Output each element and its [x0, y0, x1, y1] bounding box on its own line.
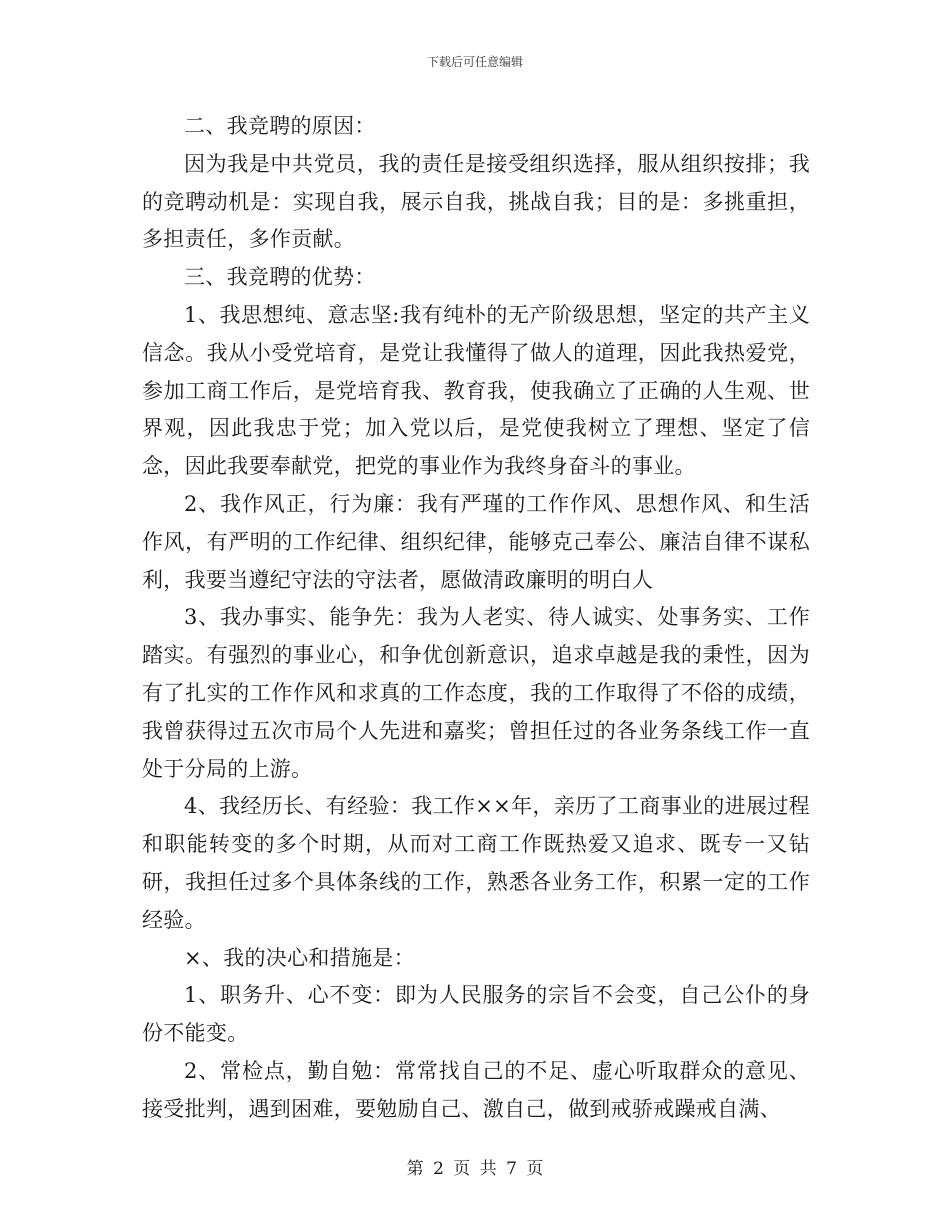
paragraph-advantage-3: 3、我办事实、能争先：我为人老实、待人诚实、处事务实、工作踏实。有强烈的事业心，和争优创新意识，追求卓越是我的秉性，因为有了扎实的工作作风和求真的工作态度，我的工作取得了不俗的成绩，我曾获得过五次市局个人先进和嘉奖；曾担任过的各业务条线工作一直处于分局的上游。: [142, 605, 810, 781]
page-number: 第 2 页 共 7 页: [406, 1159, 544, 1179]
paragraph-reasons: 因为我是中共党员，我的责任是接受组织选择，服从组织按排；我的竞聘动机是：实现自我，展示自我，挑战自我；目的是：多挑重担，多担责任，多作贡献。: [142, 151, 810, 252]
paragraph-advantage-1: 1、我思想纯、意志坚:我有纯朴的无产阶级思想，坚定的共产主义信念。我从小受党培育，是党让我懂得了做人的道理，因此我热爱党，参加工商工作后，是党培育我、教育我，使我确立了正确的人生观、世界观，因此我忠于党；加入党以后，是党使我树立了理想、坚定了信念，因此我要奉献党，把党的事业作为我终身奋斗的事业。: [142, 302, 810, 479]
paragraph-advantage-2: 2、我作风正，行为廉：我有严瑾的工作作风、思想作风、和生活作风，有严明的工作纪律、组织纪律，能够克己奉公、廉洁自律不谋私利，我要当遵纪守法的守法者，愿做清政廉明的明白人: [142, 491, 810, 592]
paragraph-measure-2: 2、常检点，勤自勉：常常找自己的不足、虚心听取群众的意见、接受批判，遇到困难，要勉励自己、激自己，做到戒骄戒躁戒自满、: [142, 1058, 810, 1121]
page-header: 下载后可任意编辑: [426, 55, 523, 69]
section-heading-reasons: 二、我竞聘的原因：: [184, 114, 376, 138]
section-heading-measures: ×、我的决心和措施是：: [184, 945, 415, 970]
paragraph-advantage-4: 4、我经历长、有经验：我工作××年，亲历了工商事业的进展过程和职能转变的多个时期，从而对工商工作既热爱又追求、既专一又钻研，我担任过多个具体条线的工作，熟悉各业务工作，积累一定的工作经验。: [142, 794, 810, 932]
document-body: [142, 108, 810, 1129]
section-heading-advantages: 三、我竞聘的优势：: [184, 265, 376, 290]
paragraph-measure-1: 1、职务升、心不变：即为人民服务的宗旨不会变，自己公仆的身份不能变。: [142, 983, 810, 1046]
